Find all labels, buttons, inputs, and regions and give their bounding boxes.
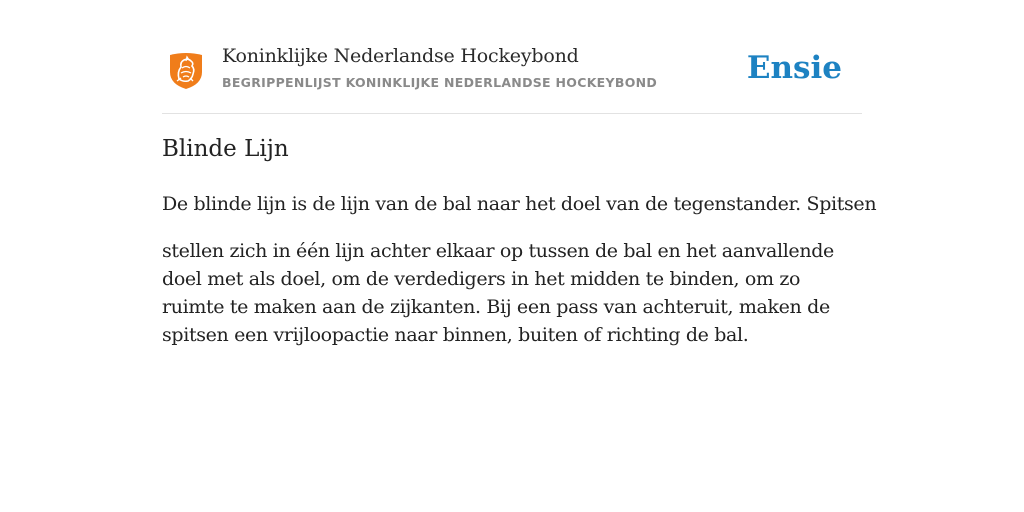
knhb-logo-icon[interactable] — [168, 52, 204, 90]
entry-title: Blinde Lijn — [162, 136, 289, 162]
header — [162, 0, 862, 114]
org-name[interactable]: Koninklijke Nederlandse Hockeybond — [222, 45, 579, 67]
page — [162, 0, 877, 346]
glossary-subtitle[interactable]: BEGRIPPENLIJST KONINKLIJKE NEDERLANDSE HOCKEYBOND — [222, 75, 658, 90]
entry-paragraph-2: stellen zich in één lijn achter elkaar op tussen de bal en het aanvallende doel met als doel, om de verdedigers in het midden te binden, om zo ruimte te maken aan de zijkanten. Bij een pass van achteruit, maken de spitsen een vrijloopactie naar binnen, buiten of richting de bal. — [162, 240, 834, 346]
ensie-brand-link[interactable]: Ensie — [746, 50, 842, 86]
entry-paragraph-1: De blinde lijn is de lijn van de bal naar het doel van de tegenstander. Spitsen — [162, 193, 877, 215]
